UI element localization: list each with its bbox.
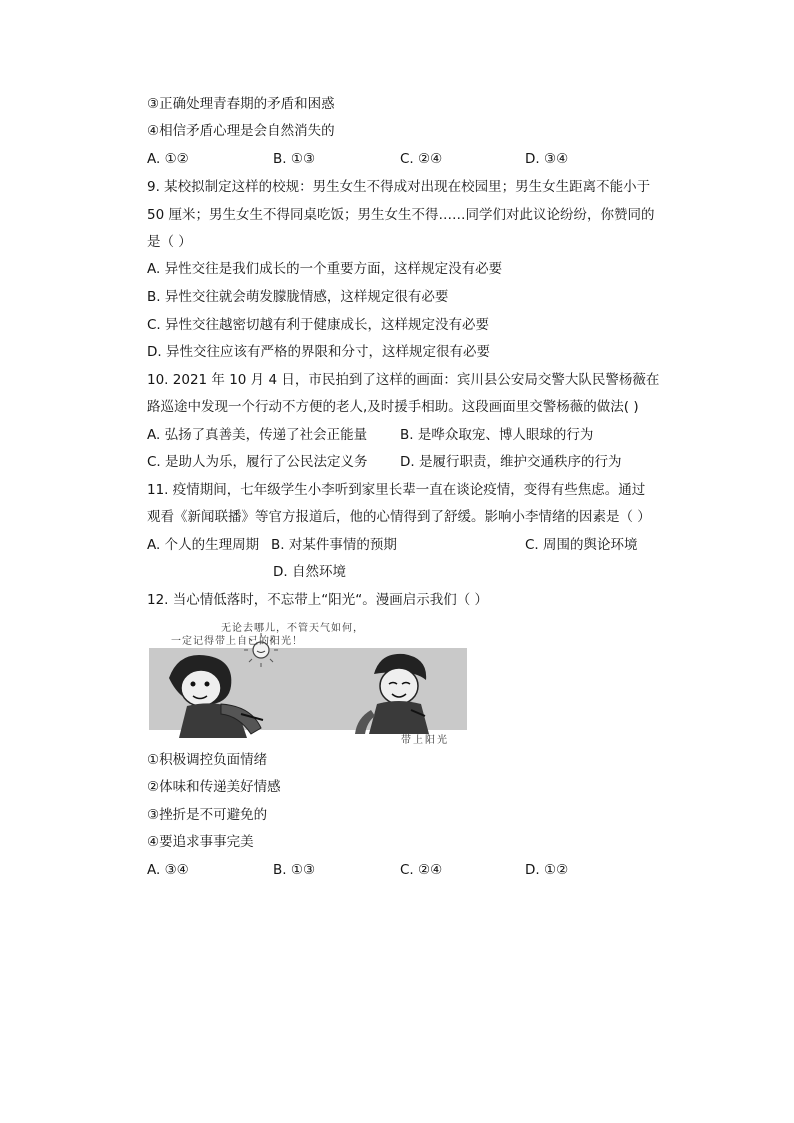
- prev-option-c: C. ②④: [400, 151, 443, 167]
- q10-option-a: A. 弘扬了真善美，传递了社会正能量: [147, 427, 368, 443]
- q9-stem-line1: 9. 某校拟制定这样的校规：男生女生不得成对出现在校园里；男生女生距离不能小于: [147, 179, 651, 195]
- cartoon-caption-bottom: 带上阳光: [401, 735, 449, 746]
- q10-option-b: B. 是哗众取宠、博人眼球的行为: [400, 427, 594, 443]
- q12-option-d: D. ①②: [525, 862, 569, 878]
- q12-option-a: A. ③④: [147, 862, 189, 878]
- q11-option-c: C. 周围的舆论环境: [525, 537, 638, 553]
- q9-option-d: D. 异性交往应该有严格的界限和分寸，这样规定很有必要: [147, 344, 490, 360]
- sunshine-cartoon: [149, 618, 467, 748]
- prev-option-a: A. ①②: [147, 151, 189, 167]
- q10-stem-line1: 10. 2021 年 10 月 4 日，市民拍到了这样的画面：宾川县公安局交警大队民警杨薇在: [147, 372, 660, 388]
- cartoon-caption-top: 无论去哪儿，不管天气如何，: [221, 623, 364, 634]
- q12-item-4: ④要追求事事完美: [147, 834, 254, 850]
- q9-stem-line3: 是（ ）: [147, 234, 192, 250]
- prev-option-b: B. ①③: [273, 151, 316, 167]
- cartoon-caption-top2: 一定记得带上自己的阳光！: [171, 636, 303, 647]
- prev-item-4: ④相信矛盾心理是会自然消失的: [147, 123, 335, 139]
- q12-option-c: C. ②④: [400, 862, 443, 878]
- q12-stem: 12. 当心情低落时，不忘带上“阳光“。漫画启示我们（ ）: [147, 592, 489, 608]
- q10-stem-line2: 路巡途中发现一个行动不方便的老人,及时援手相助。这段画面里交警杨薇的做法( ): [147, 399, 639, 415]
- q11-stem-line1: 11. 疫情期间，七年级学生小李听到家里长辈一直在谈论疫情，变得有些焦虑。通过: [147, 482, 646, 498]
- q12-option-b: B. ①③: [273, 862, 316, 878]
- q9-option-c: C. 异性交往越密切越有利于健康成长，这样规定没有必要: [147, 317, 490, 333]
- q12-item-1: ①积极调控负面情绪: [147, 752, 268, 768]
- q11-option-d: D. 自然环境: [273, 564, 346, 580]
- q12-item-2: ②体味和传递美好情感: [147, 779, 281, 795]
- q9-option-a: A. 异性交往是我们成长的一个重要方面，这样规定没有必要: [147, 261, 503, 277]
- q9-stem-line2: 50 厘米；男生女生不得同桌吃饭；男生女生不得……同学们对此议论纷纷，你赞同的: [147, 207, 655, 223]
- q11-option-a: A. 个人的生理周期: [147, 537, 260, 553]
- q10-option-c: C. 是助人为乐，履行了公民法定义务: [147, 454, 368, 470]
- q11-stem-line2: 观看《新闻联播》等官方报道后，他的心情得到了舒缓。影响小李情绪的因素是（ ）: [147, 509, 651, 525]
- q9-option-b: B. 异性交往就会萌发朦胧情感，这样规定很有必要: [147, 289, 449, 305]
- q12-item-3: ③挫折是不可避免的: [147, 807, 268, 823]
- q11-option-b: B. 对某件事情的预期: [271, 537, 397, 553]
- q10-option-d: D. 是履行职责，维护交通秩序的行为: [400, 454, 622, 470]
- prev-option-d: D. ③④: [525, 151, 569, 167]
- prev-item-3: ③正确处理青春期的矛盾和困惑: [147, 96, 335, 112]
